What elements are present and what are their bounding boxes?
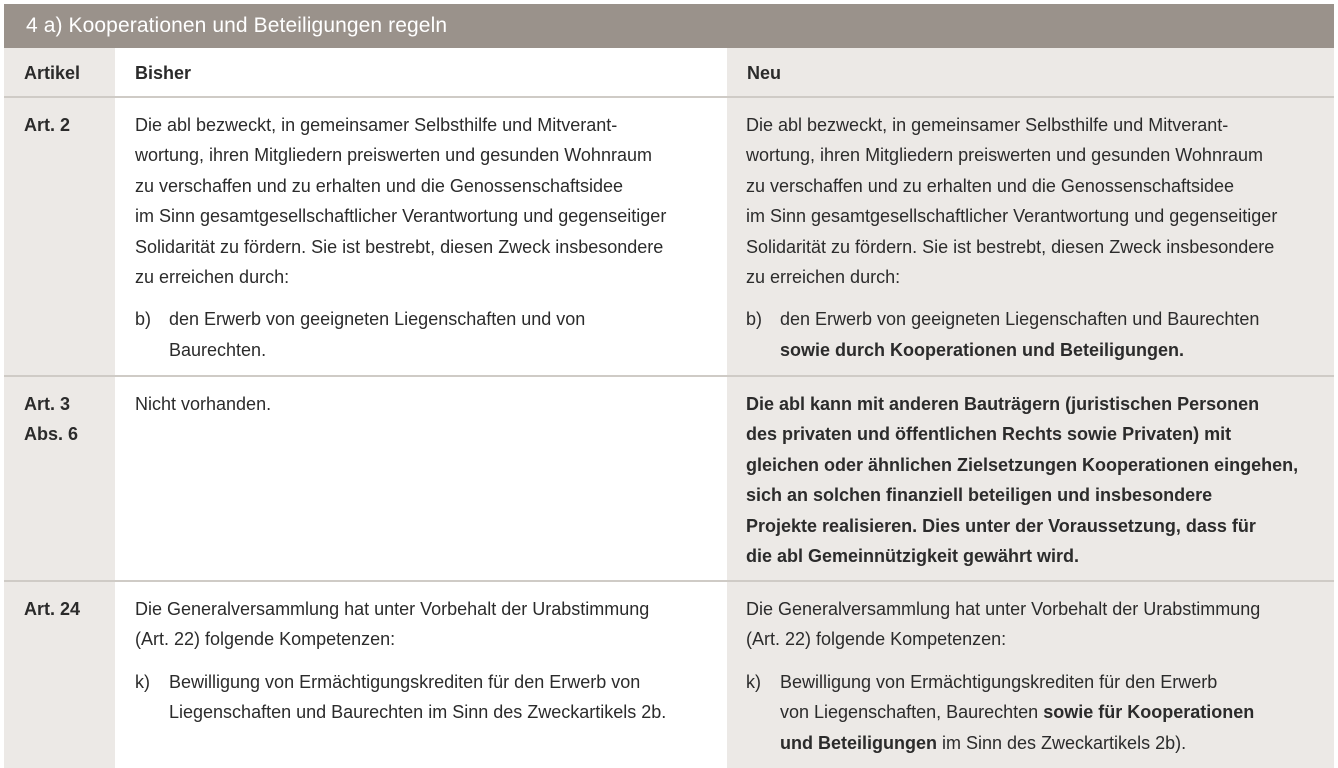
text-line: wortung, ihren Mitgliedern preiswerten und gesunden Wohnraum bbox=[135, 145, 652, 166]
text-line: zu verschaffen und zu erhalten und die Genossenschaftsidee bbox=[135, 175, 623, 196]
text-line: (Art. 22) folgende Kompetenzen: bbox=[135, 629, 396, 650]
bisher-paragraph: Nicht vorhanden. bbox=[135, 394, 272, 414]
text-line: im Sinn gesamtgesellschaftlicher Verantwortung und gegenseitiger bbox=[746, 206, 1278, 227]
item-text bbox=[169, 304, 717, 365]
text-line: Liegenschaften und Baurechten im Sinn des Zweckartikels 2b. bbox=[169, 702, 667, 723]
article-cell bbox=[4, 581, 115, 768]
article-cell bbox=[4, 376, 115, 581]
text-line: Solidarität zu fördern. Sie ist bestrebt, diesen Zweck insbesondere bbox=[746, 236, 1275, 257]
text-line: (Art. 22) folgende Kompetenzen: bbox=[746, 629, 1007, 650]
item-label: k) bbox=[746, 671, 761, 692]
bisher-paragraph bbox=[135, 594, 717, 655]
text-line-bold: des privaten und öffentlichen Rechts sowie Privaten) mit bbox=[746, 424, 1232, 445]
article-cell bbox=[4, 97, 115, 376]
text-line-bold: sowie durch Kooperationen und Beteiligungen. bbox=[780, 339, 1185, 360]
article-label: Art. 2 bbox=[24, 115, 71, 135]
item-text bbox=[780, 304, 1324, 365]
item-label: b) bbox=[746, 309, 763, 330]
text-line: Bewilligung von Ermächtigungskrediten für den Erwerb von bbox=[169, 671, 641, 692]
text-fragment-bold: sowie für Kooperationen bbox=[1043, 702, 1255, 723]
table-row bbox=[4, 581, 1334, 768]
neu-paragraph bbox=[746, 389, 1324, 571]
header-neu: Neu bbox=[727, 48, 1334, 97]
list-item bbox=[746, 667, 1324, 758]
text-fragment-bold: und Beteiligungen bbox=[780, 732, 937, 753]
text-line: Solidarität zu fördern. Sie ist bestrebt, diesen Zweck insbesondere bbox=[135, 236, 664, 257]
text-line: zu erreichen durch: bbox=[135, 267, 290, 288]
text-line-mixed bbox=[780, 728, 1324, 758]
text-line-bold: Die abl kann mit anderen Bauträgern (juristischen Personen bbox=[746, 394, 1260, 414]
neu-cell bbox=[727, 97, 1334, 376]
header-bisher: Bisher bbox=[115, 48, 727, 97]
table-row bbox=[4, 97, 1334, 376]
header-artikel: Artikel bbox=[4, 48, 115, 97]
comparison-table bbox=[4, 48, 1334, 768]
text-line-bold: sich an solchen finanziell beteiligen und insbesondere bbox=[746, 485, 1213, 506]
text-line: Baurechten. bbox=[169, 339, 267, 360]
list-item bbox=[135, 304, 717, 365]
neu-cell bbox=[727, 581, 1334, 768]
text-line-bold: die abl Gemeinnützigkeit gewährt wird. bbox=[746, 546, 1080, 567]
text-line-bold: Projekte realisieren. Dies unter der Voraussetzung, dass für bbox=[746, 515, 1256, 536]
text-line: Die Generalversammlung hat unter Vorbehalt der Urabstimmung bbox=[135, 599, 650, 619]
article-label: Abs. 6 bbox=[24, 424, 79, 445]
neu-cell bbox=[727, 376, 1334, 581]
item-text bbox=[780, 667, 1324, 758]
bisher-paragraph bbox=[135, 110, 717, 292]
bisher-cell bbox=[115, 581, 727, 768]
text-line: im Sinn gesamtgesellschaftlicher Verantwortung und gegenseitiger bbox=[135, 206, 667, 227]
bisher-cell bbox=[115, 97, 727, 376]
section-title: 4 a) Kooperationen und Beteiligungen regeln bbox=[4, 4, 1334, 48]
text-line: wortung, ihren Mitgliedern preiswerten und gesunden Wohnraum bbox=[746, 145, 1263, 166]
text-fragment: im Sinn des Zweckartikels 2b). bbox=[937, 732, 1187, 753]
neu-paragraph bbox=[746, 594, 1324, 655]
item-label: b) bbox=[135, 309, 152, 330]
text-line: zu verschaffen und zu erhalten und die Genossenschaftsidee bbox=[746, 175, 1234, 196]
text-fragment: von Liegenschaften, Baurechten bbox=[780, 702, 1044, 723]
list-item bbox=[746, 304, 1324, 365]
text-line-mixed bbox=[780, 697, 1324, 727]
list-item bbox=[135, 667, 717, 728]
text-line: Die abl bezweckt, in gemeinsamer Selbsthilfe und Mitverant- bbox=[746, 115, 1229, 135]
item-text bbox=[169, 667, 717, 728]
text-line: den Erwerb von geeigneten Liegenschaften und von bbox=[169, 309, 586, 330]
text-line-bold: gleichen oder ähnlichen Zielsetzungen Kooperationen eingehen, bbox=[746, 454, 1299, 475]
bisher-cell bbox=[115, 376, 727, 581]
table-row bbox=[4, 376, 1334, 581]
text-line: den Erwerb von geeigneten Liegenschaften und Baurechten bbox=[780, 309, 1260, 330]
text-line: Bewilligung von Ermächtigungskrediten für den Erwerb bbox=[780, 671, 1218, 692]
header-row bbox=[4, 48, 1334, 97]
text-line: zu erreichen durch: bbox=[746, 267, 901, 288]
neu-paragraph bbox=[746, 110, 1324, 292]
text-line: Die abl bezweckt, in gemeinsamer Selbsthilfe und Mitverant- bbox=[135, 115, 618, 135]
article-label: Art. 3 bbox=[24, 394, 71, 414]
item-label: k) bbox=[135, 671, 150, 692]
text-line: Die Generalversammlung hat unter Vorbehalt der Urabstimmung bbox=[746, 599, 1261, 619]
article-label: Art. 24 bbox=[24, 599, 81, 619]
